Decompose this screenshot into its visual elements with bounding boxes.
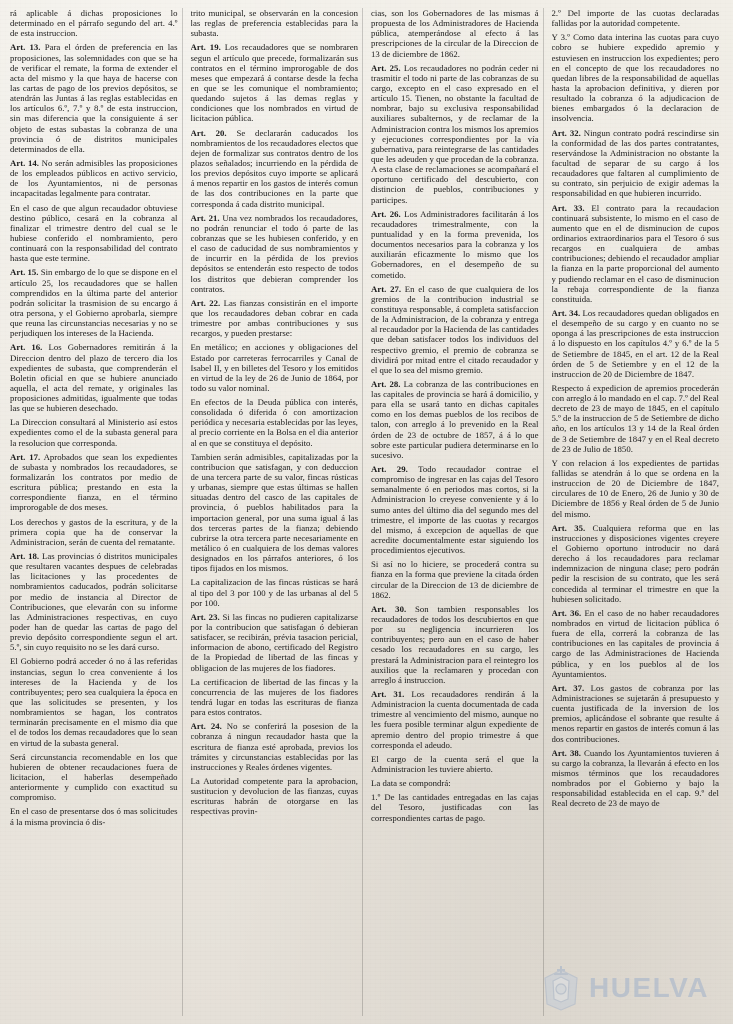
column-4	[552, 8, 724, 1016]
svg-text:HUELVA: HUELVA	[589, 972, 709, 1003]
column-3	[371, 8, 544, 1016]
column-1-paragraph: Art. 14. No serán admisibles las proposiciones de los empleados públicos en activo servicio, de los Ayuntamientos, ni de personas incapacitadas legalmente para contratar.	[10, 157, 178, 199]
column-1	[10, 8, 183, 1016]
column-3-paragraph: El cargo de la cuenta será el que la Administracion les tuviere abierto.	[371, 753, 539, 774]
column-4-paragraph: 2.º Del importe de las cuotas declaradas fallidas por la autoridad competente.	[551, 8, 719, 29]
column-4-paragraph: Art. 35. Cualquiera reforma que en las instrucciones y disposiciones vigentes creyere el Gobierno oportuno introducir no dará derecho á los recaudadores para reclamar indemnizacion de ninguna clase; pero podrán pedir la rescision de su contrato, que les será concedida al terminar el trimestre en que la hubiesen solicitado.	[551, 522, 719, 604]
column-4-paragraph: Art. 34. Los recaudadores quedan obligados en el desempeño de su cargo y en cuanto no se oponga á las prescripciones de esta instruccion á lo dispuesto en los capítulos 4.º y 6.º de la 5 de Setiembre de 1845, en el art. 12 de la Real órden de 5 de Setiembre y en el 12 de la instruccion de 20 de Diciembre de 1847.	[551, 307, 719, 379]
column-1-paragraph: Art. 17. Aprobados que sean los expedientes de subasta y nombrados los recaudadores, se formalizarán los contratos por medio de escritura pública; prestando en esta la correspondiente fianza, en el término improrogable de dos meses.	[10, 451, 178, 513]
column-2-paragraph: Art. 19. Los recaudadores que se nombraren segun el artículo que precede, formalizarán sus contratos en el término improrogable de dos meses que empezará á contarse desde la fecha en que se les comunique el nombramiento; quedando sujetos á las demas reglas y condiciones que los nombrados en virtud de licitacion pública.	[190, 42, 358, 124]
column-4-paragraph: Art. 36. En el caso de no haber recaudadores nombrados en virtud de licitacion pública ó fuera de ella, correrá la cobranza de las contribuciones en las capitales de provincia á cargo de las Administraciones de Hacienda pública, y en los pueblos al de los Ayuntamientos.	[551, 607, 719, 679]
column-3-paragraph: cias, son los Gobernadores de las mismas á propuesta de los Administradores de Hacienda pública, atemperándose al efecto á las prescripciones de la circular de la Direccion de 13 de diciembre de 1862.	[371, 8, 539, 59]
column-2-paragraph: Tambien serán admisibles, capitalizadas por la contribucion que satisfagan, y con deduccion de una tercera parte de su valor, fincas rústicas y urbanas, siempre que estas últimas se hallen situadas dentro del casco de las capitales de provincia, ó pueblos habilitados para la importacion general, por una suma igual á las dos terceras partes de la fianza; debiendo cubrirse la otra tercera parte necesariamente en metálico ó en cualquiera de los demas valores designados en los párrafos anteriores, ó los tipos fijados en los mismos.	[190, 451, 358, 574]
column-3-paragraph: Art. 31. Los recaudadores rendirán á la Administracion la cuenta documentada de cada trimestre al vencimiento del mismo, aunque no les fuera posible terminar algun expediente de apremio dentro del propio trimestre á que corresponda el adeudo.	[371, 689, 539, 750]
column-1-paragraph: Art. 13. Para el órden de preferencia en las proposiciones, las solemnidades con que se ha de verificar el remate, la forma de extender el acta del mismo y la que haya de hacerse con las cartas de pago de los previos depósitos, se atendrán las Juntas á las reglas establecidas en los artículos 6.º, 7.º y 8.º de esta instruccion, sin mas diferencia que la consiguiente á ser objeto de estas subastas la cobranza de una provincia ó de distritos municipales determinados de ella.	[10, 42, 178, 154]
column-1-paragraph: La Direccion consultará al Ministerio así estos expedientes como el de la subasta general para la resolucion que corresponda.	[10, 417, 178, 448]
column-4-paragraph: Y con relacion á los expedientes de partidas fallidas se atendrán á lo que se ordena en la instruccion de 20 de Diciembre de 1847, circulares de 10 de Enero, 26 de Junio y 30 de Diciembre de 1856 y Real órden de 5 de Junio del mismo.	[551, 457, 719, 519]
column-2-paragraph: Art. 20. Se declararán caducados los nombramientos de los recaudadores electos que dejen de formalizar sus contratos dentro de los plazos señalados; incurriendo en la pérdida de los previos depósitos cuyo importe se aplicará á menos repartir en los gastos de interés comun de las dos contribuciones en la parte que corresponda á cada distrito municipal.	[190, 127, 358, 209]
column-3-paragraph: Si así no lo hiciere, se procederá contra su fianza en la forma que previene la citada órden circular de la Direccion de 13 de diciembre de 1862.	[371, 559, 539, 600]
text-columns	[10, 8, 723, 1016]
column-2-paragraph: La certificacion de libertad de las fincas y la concurrencia de las mujeres de los fiadores tendrá lugar en todas las escrituras de fianza para estos contratos.	[190, 676, 358, 718]
column-2-paragraph: La capitalizacion de las fincas rústicas se hará al tipo del 3 por 100 y de las urbanas al del 5 por 100.	[190, 577, 358, 608]
column-4-paragraph: Art. 38. Cuando los Ayuntamientos tuvieren á su cargo la cobranza, la llevarán á efecto en los mismos términos que los recaudadores nombrados por el Gobierno y bajo la responsabilidad establecida en el cap. 9.º del Real decreto de 23 de mayo de	[551, 747, 719, 809]
column-2-paragraph: trito municipal, se observarán en la concesion las reglas de preferencia establecidas para la subasta.	[190, 8, 358, 39]
column-2-paragraph: En metálico; en acciones y obligaciones del Estado por carreteras ferrocarriles y Canal de Isabel II, y en billetes del Tesoro y los emitidos en virtud de la ley de 26 de Junio de 1864, por todo su valor nominal.	[190, 342, 358, 393]
column-4-paragraph: Respecto á expedicion de apremios procederán con arreglo á lo mandado en el cap. 7.º del Real decreto de 23 de mayo de 1845, en el capítulo 5.º de la instruccion de 5 de Setiembre de dicho año, en los artículos 13 y 14 de la Real órden de 3 de Setiembre de 1847 y en el Real decreto de 23 de Julio de 1850.	[551, 382, 719, 454]
column-2	[191, 8, 364, 1016]
column-2-paragraph: Art. 22. Las fianzas consistirán en el importe que los recaudadores deban cobrar en cada trimestre por ambas contribuciones y sus recargos, y pueden prestarse:	[190, 297, 358, 339]
column-2-paragraph: Art. 24. No se conferirá la posesion de la cobranza á ningun recaudador hasta que la escritura de fianza esté aprobada, previos los trámites y circunstancias establecidas por las instrucciones y Reales órdenes vigentes.	[190, 721, 358, 772]
column-4-paragraph: Art. 32. Ningun contrato podrá rescindirse sin la conformidad de las dos partes contratantes, reservándose la Administracion no obstante la facultad de separar de su cargo á los recaudadores que faltaren al cumplimiento de su contrato, sin perjuicio de exigir ademas la responsabilidad en que hubieren incurrido.	[551, 127, 719, 199]
column-3-paragraph: Art. 29. Todo recaudador contrae el compromiso de ingresar en las cajas del Tesoro semanalmente ó en periodos mas cortos, si la Administracion lo creyese conveniente y á lo sumo antes del último dia del segundo mes del trimestre, el importe de las cuotas y recargos del mismo, á excepcion de aquellas de que acredite documentalmente estar siguiendo los procedimientos ejecutivos.	[371, 464, 539, 556]
watermark-logo	[537, 960, 717, 1018]
column-3-paragraph: Art. 25. Los recaudadores no podrán ceder ni trasmitir el todo ni parte de las cobranzas de su cargo, excepto en el caso expresado en el artículo 15. Tienen, no obstante la facultad de nombrar, bajo su exclusiva responsabilidad auxiliares subalternos, y de reclamar de la Administracion contra los mismos los apremios y ejecuciones correspondientes por la vía gubernativa, para reintegrarse de las cantidades que les adeuden y que procedan de la cobranza. A esta clase de reclamaciones se acompañará el oportuno certificado del descubierto, con distincion de pueblos, contribuciones y participes.	[371, 62, 539, 205]
column-1-paragraph: Art. 15. Sin embargo de lo que se dispone en el artículo 25, los recaudadores que se hallen comprendidos en la última parte del anterior podrán solicitar la trasmision de su encargo á otra persona, y el Gobierno aprobarla, siempre que reuna las circunstancias necesarias y no se perjudiquen los intereses de la Hacienda.	[10, 267, 178, 339]
column-4-paragraph: Y 3.º Como data interina las cuotas para cuyo cobro se hubiere expedido apremio y estuviesen en instruccion los expedientes; pero en el concepto de que los recaudadores no quedan libres de la responsabilidad de aquellas hasta la aprobacion definitiva, y dieren por resultado la cobranza ó la adjudicacion de bienes embargados ó la declaracion de insolvencia.	[551, 32, 719, 124]
column-1-paragraph: Art. 18. Las provincias ó distritos municipales que resultaren vacantes despues de celebradas las licitaciones y las procedentes de nombramientos caducados, podrán solicitarse por medio de instancia al Director de Contribuciones, que elevarán con su informe las Administraciones respectivas, en cuyo poder han de quedar las cartas de pago del previo depósito correspondiente segun el art. 5.º, sin cuyo requisito no se les dará curso.	[10, 551, 178, 653]
column-3-paragraph: Art. 27. En el caso de que cualquiera de los gremios de la contribucion industrial se constituya responsable, á completa satisfaccion de la Administracion, de la cobranza y entrega al recaudador por la Hacienda de las cantidades que deban satisfacer todos los individuos del respectivo gremio, el premio de cobranza se dividirá por mitad entre el citado recaudador y el que lo sea del mismo gremio.	[371, 283, 539, 375]
column-1-paragraph: En el caso de presentarse dos ó mas solicitudes á la misma provincia ó dis-	[10, 806, 178, 827]
column-2-paragraph: Art. 21. Una vez nombrados los recaudadores, no podrán renunciar el todo ó parte de las cobranzas que se les hubiesen conferido, y en el caso de caducidad de sus nombramientos y de incurrir en la pérdida de los previos depósitos se entenderán esto respecto de todos los distritos que debieran comprender los contratos.	[190, 212, 359, 294]
column-2-paragraph: Art. 23. Si las fincas no pudieren capitalizarse por la contribucion que satisfagan ó debieran satisfacer, se recibirán, prévia tasacion pericial, informacion de abono, certificado del Registro de la Propiedad de libertad de las fincas y obligacion de las mujeres de los fiadores.	[190, 611, 358, 673]
column-1-paragraph: En el caso de que algun recaudador obtuviese destino público, cesará en la cobranza al finalizar el trimestre dentro del cual se le hubiese conferido el nombramiento, pero continuará con la responsabilidad del contrato hasta que este termine.	[10, 202, 178, 264]
column-3-paragraph: 1.º De las cantidades entregadas en las cajas del Tesoro, justificadas con las correspondientes cartas de pago.	[371, 792, 539, 823]
column-1-paragraph: rá aplicable á dichas proposiciones lo determinado en el párrafo segundo del art. 4.º de esta instruccion.	[10, 8, 178, 39]
column-2-paragraph: La Autoridad competente para la aprobacion, sustitucion y devolucion de las fianzas, cuyas escrituras habrán de otorgarse en las respectivas provin-	[190, 775, 358, 817]
column-1-paragraph: El Gobierno podrá acceder ó no á las referidas instancias, segun lo crea conveniente á los intereses de la Hacienda y de los contribuyentes; pero sea cualquiera la época en que las solicitudes se presenten, y los nombramientos se hagan, los contratos terminarán precisamente en el mismo dia que el de todos los demas recaudadores que lo sean en virtud de la subasta general.	[10, 656, 178, 748]
column-4-paragraph: Art. 33. El contrato para la recaudacion continuará subsistente, lo mismo en el caso de aumento que en el de disminucion de cupos ordinarios extraordinarios para el Tesoro ó sus recargos en cualquiera de ambas contribuciones; debiendo el recaudador ampliar la fianza en la parte proporcional del aumento y pudiendo reclamar en el caso de disminucion la rebaja correspondiente de la fianza constituida.	[551, 202, 719, 304]
column-3-paragraph: Art. 26. Los Administradores facilitarán á los recaudadores trimestralmente, con la puntualidad y en la forma prevenida, los documentos necesarios para la cobranza y los auxiliarán eficazmente lo mismo que los Gobernadores, en el desempeño de su cometido.	[371, 208, 539, 280]
column-3-paragraph: Art. 30. Son tambien responsables los recaudadores de todos los descubiertos en que por su negligencia incurrieren los contribuyentes; pero aun en el caso de haber cesado los recaudadores en su cargo, les prestará la Administracion para el reintegro los auxilios que la reclamaren y procedan con arreglo á instruccion.	[371, 603, 539, 685]
column-1-paragraph: Será circunstancia recomendable en los que hubieren de obtener recaudaciones fuera de licitacion, el haberlas desempeñado anteriormente y cumplido con exactitud su compromiso.	[10, 751, 178, 803]
column-3-paragraph: La data se compondrá:	[371, 778, 451, 789]
column-3-paragraph: Art. 28. La cobranza de las contribuciones en las capitales de provincia se hará á domicilio, y para ella se usará tanto en dichas capitales como en los demas pueblos de los recibos de talon, con arreglo á lo prevenido en la Real órden de 23 de octubre de 1857, á á lo que sobre este particular pudiera determinarse en lo sucesivo.	[371, 378, 539, 460]
column-1-paragraph: Art. 16. Los Gobernadores remitirán á la Direccion dentro del plazo de tercero dia los expedientes de subasta, que comprenderán el Boletin oficial en que se hubiere anunciado aquella, el acta del remate, y originales las proposiciones admitidas, igualmente que todas las que se hubieren desechado.	[10, 342, 178, 414]
column-2-paragraph: En efectos de la Deuda pública con interés, consolidada ó diferida ó con amortizacion periódica y necesaria establecidas por las leyes, al precio corriente en la Bolsa en el dia anterior al en que se constituya el depósito.	[190, 397, 358, 448]
column-1-paragraph: Los derechos y gastos de la escritura, y de la primera copia que ha de conservar la Administracion, serán de cuenta del rematante.	[10, 516, 178, 547]
column-4-paragraph: Art. 37. Los gastos de cobranza por las Administraciones se sujetarán á presupuesto y cuenta justificada de la inversion de los premios, aplicándose el sobrante que resulte á menos repartir en gastos de interés comun á las dos contribuciones.	[551, 682, 719, 744]
